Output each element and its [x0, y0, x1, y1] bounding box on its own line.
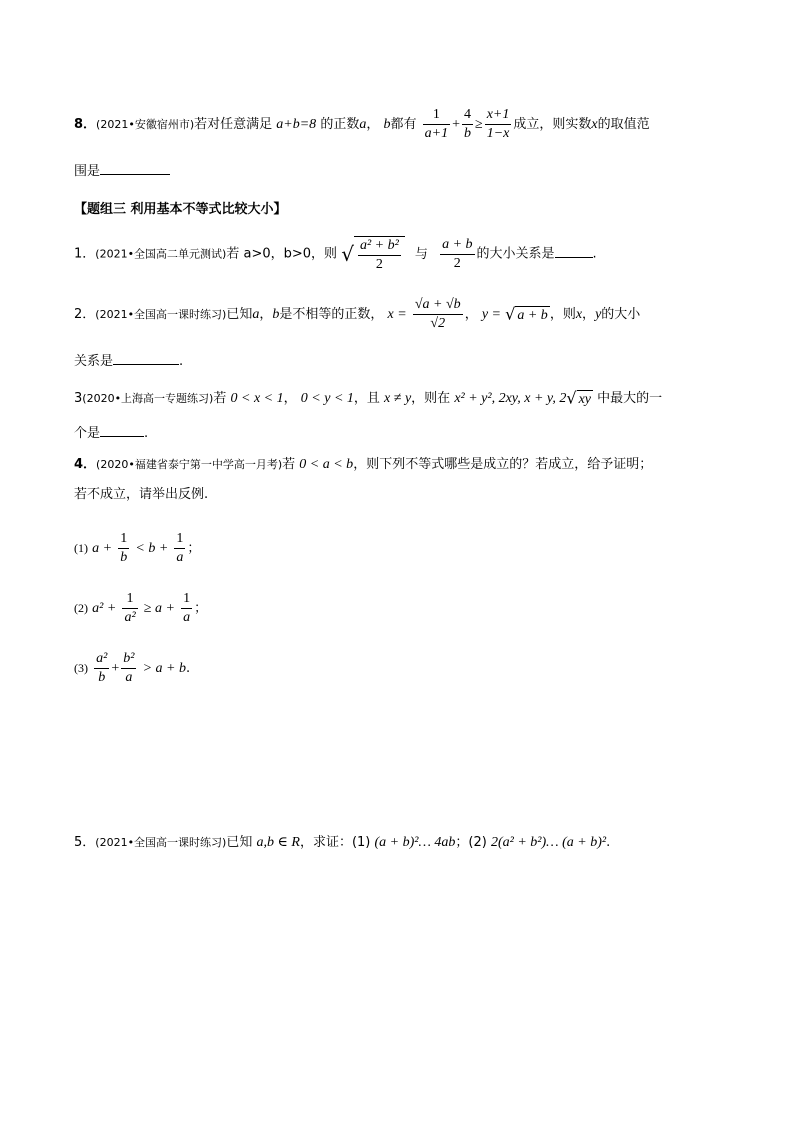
q2-comma: ，	[464, 307, 478, 322]
q8-var-x: x	[591, 117, 598, 132]
q8-line1	[74, 108, 650, 141]
q2-text2: 是不相等的正数，	[279, 307, 384, 322]
q4-part3-frac2: $\frac{\text{b²}}{a}$	[123, 651, 135, 685]
q8-text1: 若对任意满足	[194, 117, 273, 132]
q2-text3: ，则	[549, 307, 576, 322]
q1-radical: √ $\frac{\text{a² + b²}}{2}$	[341, 236, 405, 272]
q2-text1: 已知	[226, 307, 253, 322]
q8-line2	[74, 164, 170, 178]
q4-part1-frac1: $\frac{1}{b}$	[120, 531, 128, 565]
q2-end: .	[179, 354, 184, 369]
q8-answer-blank[interactable]	[100, 164, 170, 175]
q8-text3: 都有	[390, 117, 417, 132]
q4-part3-frac1: $\frac{\text{a²}}{b}$	[96, 651, 108, 685]
q1-text1: 若 a>0，b>0，则	[226, 246, 338, 262]
q4-part1-mid: < b +	[135, 541, 169, 556]
q4-part3-plus: +	[111, 661, 120, 676]
q8-ge: ≥	[475, 117, 483, 132]
q1-source: (2021•全国高二单元测试)	[95, 247, 227, 261]
q5-expr1: (a + b)²… 4ab	[374, 835, 456, 850]
q2-y-radical: √ a + b	[505, 304, 548, 324]
q3-sep: ，	[283, 391, 297, 406]
q8-continuation: 围是	[74, 164, 101, 179]
q2-var-a: a	[252, 307, 260, 322]
q8-fraction-3: $\frac{x+1}{1-x}$	[486, 107, 510, 141]
q8-fraction-2: $\frac{4}{b}$	[464, 107, 472, 141]
q4-part2-label: (2)	[74, 601, 88, 615]
q2-var-b: b	[272, 307, 280, 322]
q1-text3: 的大小关系是	[476, 246, 555, 262]
q3-cond3: x ≠ y	[384, 391, 412, 406]
q3-number: 3	[74, 391, 83, 406]
q3-cond2: 0 < y < 1	[300, 391, 354, 406]
q4-continuation: 若不成立，请举出反例.	[74, 487, 209, 502]
q2-line1	[74, 298, 640, 331]
q2-x-fraction: $\frac{√a + √b}{√2}$	[414, 297, 461, 331]
q4-part2-frac2: $\frac{1}{a}$	[183, 591, 191, 625]
q5-source: (2021•全国高一课时练习)	[95, 836, 227, 849]
q3-text1: 若	[213, 391, 227, 406]
q1-end: .	[592, 246, 597, 262]
q2-number: 2．	[74, 307, 96, 322]
q2-x-lhs: x =	[387, 307, 407, 322]
q2-answer-blank[interactable]	[113, 354, 179, 365]
q4-part1-label: (1)	[74, 541, 88, 555]
q2-sep: ，	[259, 307, 273, 322]
q3-text3: ，则在	[411, 391, 451, 406]
q4-number: 4．	[74, 457, 97, 472]
q2-var-x: x	[575, 307, 583, 322]
q4-line1	[74, 458, 652, 472]
q8-text5: 的取值范	[597, 117, 650, 132]
q5-expr2: 2(a² + b²)… (a + b)²	[490, 835, 607, 850]
q2-y-lhs: y =	[481, 307, 502, 322]
q1-answer-blank[interactable]	[555, 247, 593, 258]
q2-line2	[74, 354, 183, 368]
q3-radical: √ xy	[566, 388, 591, 408]
q3-source: (2020•上海高一专题练习)	[82, 392, 214, 405]
q4-part2-frac1: $\frac{1}{\text{a²}}$	[124, 591, 136, 625]
section-heading: 【题组三 利用基本不等式比较大小】	[74, 202, 287, 217]
q3-expressions: x² + y², 2xy, x + y, 2	[454, 391, 567, 406]
q5-text3: ；(2)	[455, 835, 487, 850]
q8-var-b: b	[383, 117, 391, 132]
q4-part1	[74, 532, 200, 565]
q8-fraction-1: $\frac{1}{a+1}$	[424, 107, 449, 141]
q4-part3-mid: > a + b	[142, 661, 186, 676]
q2-continuation: 关系是	[74, 354, 114, 369]
q5-number: 5．	[74, 835, 96, 850]
q8-plus: +	[452, 117, 461, 132]
q4-part3-end: .	[186, 661, 191, 676]
q1-number: 1．	[74, 246, 96, 262]
q2-var-y: y	[595, 307, 602, 322]
q4-part1-frac2: $\frac{1}{a}$	[176, 531, 184, 565]
q4-condition: 0 < a < b	[299, 457, 354, 472]
q2-source: (2021•全国高一课时练习)	[95, 308, 227, 321]
q4-part2	[74, 592, 207, 625]
q5-line	[74, 836, 610, 850]
q1-fraction: $\frac{a + b}{2}$	[442, 236, 473, 271]
q8-number: 8．	[74, 117, 97, 132]
q4-part2-lhs: a² +	[92, 601, 117, 616]
q2-sep2: ，	[582, 307, 596, 322]
q3-cond1: 0 < x < 1	[230, 391, 284, 406]
q4-line2	[74, 488, 208, 501]
q5-text2: ，求证：(1)	[299, 835, 371, 850]
q4-part3	[74, 652, 190, 685]
q5-text1: 已知	[226, 835, 253, 850]
q4-part2-end: ；	[194, 601, 208, 616]
q3-text2: ，且	[353, 391, 380, 406]
q3-line1	[74, 390, 662, 407]
q4-part1-end: ；	[187, 541, 201, 556]
q3-line2	[74, 426, 148, 440]
q8-sep: ，	[366, 117, 380, 132]
q1-line	[74, 236, 597, 272]
q2-text4: 的大小	[601, 307, 641, 322]
q4-text1: 若	[282, 457, 296, 472]
q8-var-a: a	[359, 117, 367, 132]
q1-text2: 与	[414, 246, 428, 262]
q4-text2: ，则下列不等式哪些是成立的？若成立，给予证明；	[353, 457, 653, 472]
q4-part2-mid: ≥ a +	[143, 601, 175, 616]
q3-end: .	[144, 426, 149, 441]
q8-source: (2021•安徽宿州市)	[96, 118, 195, 131]
q8-text2: 的正数	[320, 117, 360, 132]
q8-text4: 成立，则实数	[513, 117, 592, 132]
q4-source: (2020•福建省泰宁第一中学高一月考)	[96, 458, 283, 471]
q4-part1-lhs: a +	[92, 541, 113, 556]
q4-part3-label: (3)	[74, 661, 88, 675]
q3-continuation: 个是	[74, 426, 101, 441]
q3-answer-blank[interactable]	[100, 426, 144, 437]
q5-end: .	[606, 835, 611, 850]
q8-condition: a+b=8	[276, 117, 317, 132]
q3-text4: 中最大的一	[597, 391, 663, 406]
q5-condition: a,b ∈ R	[256, 835, 300, 850]
